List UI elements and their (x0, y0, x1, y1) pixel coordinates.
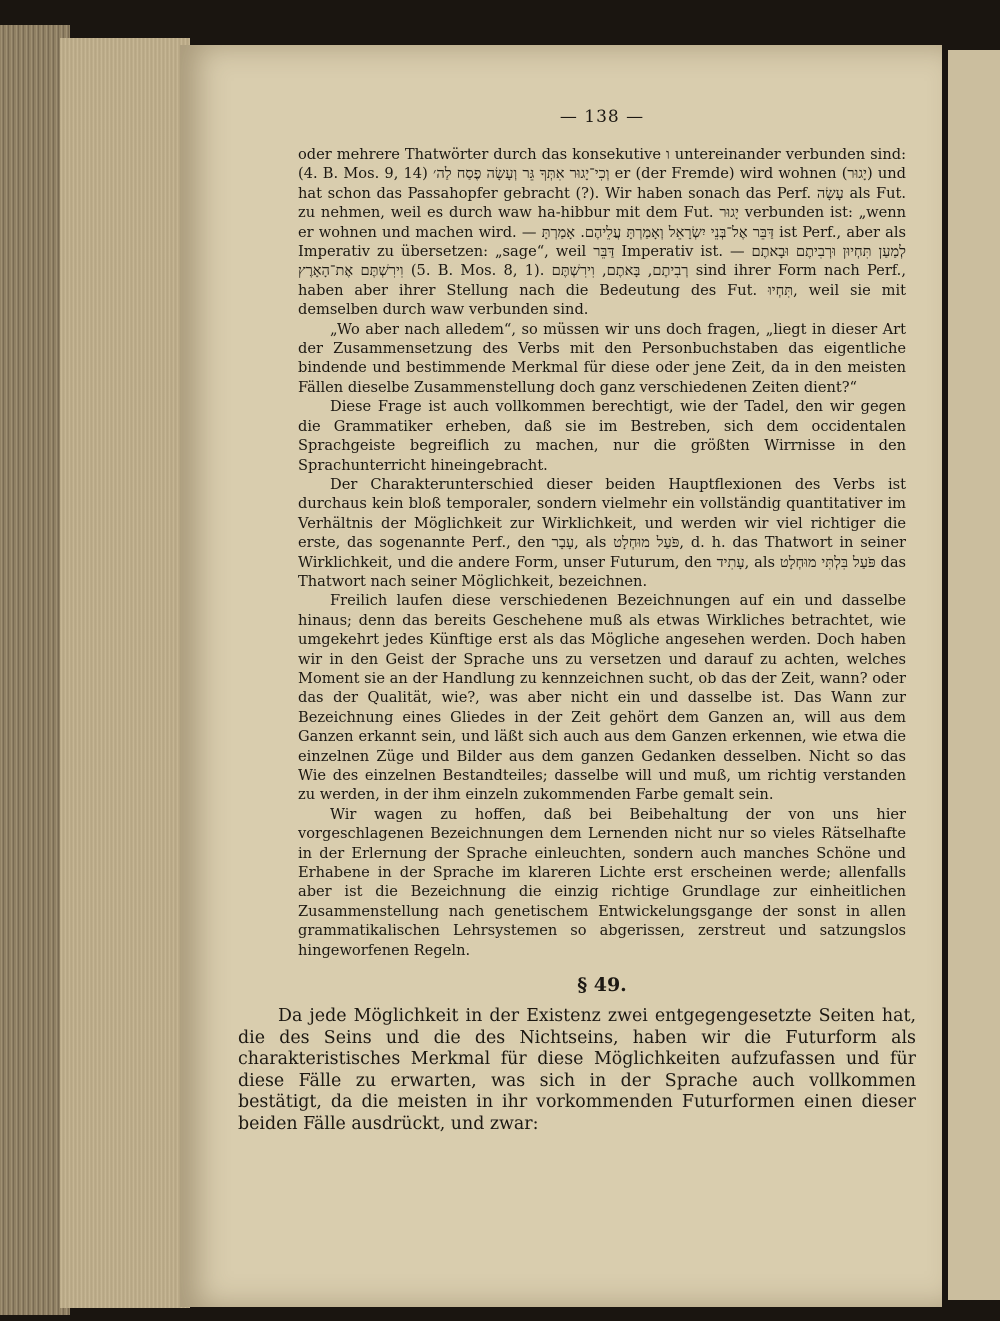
paragraph-5: Freilich laufen diese verschiedenen Bezeichnungen auf ein und dasselbe hinaus; denn das bereits Geschehene muß als etwas Wirkliches betrachtet, wie umgekehrt jedes Künftige erst als das Mögliche angesehen werden. Doch haben wir in den Geist der Sprache uns zu versetzen und darauf zu achten, welches Moment sie an der Handlung zu kennzeichnen sucht, ob das der Zeit, wann? oder das der Qualität, wie?, was aber nicht ein und dasselbe ist. Das Wann zur Bezeichnung eines Gliedes in der Zeit gehört dem Ganzen an, will aus dem Ganzen erkannt sein, und läßt sich auch aus dem Ganzen erkennen, wie etwa die einzelnen Züge und Bilder aus dem ganzen Gedanken desselben. Nicht so das Wie des einzelnen Bestandteiles; dasselbe will und muß, um richtig verstanden zu werden, in der ihm einzeln zukommenden Farbe gemalt sein. (298, 592, 906, 804)
page-text (238, 107, 916, 1136)
paragraph-2: „Wo aber nach alledem“, so müssen wir uns doch fragen, „liegt in dieser Art der Zusammensetzung des Verbs mit den Personbuchstaben das eigentliche bindende und bestimmende Merkmal für diese oder jene Zeit, da in den meisten Fällen dieselbe Zusammenstellung doch ganz verschiedenen Zeiten dient?“ (298, 320, 906, 396)
book-page (180, 45, 942, 1307)
page-number: — 138 — (559, 107, 645, 127)
facing-page (948, 50, 1000, 1300)
book-page-block (60, 38, 190, 1308)
paragraph-4: Der Charakterunterschied dieser beiden Hauptflexionen des Verbs ist durchaus kein bloß temporaler, sondern vielmehr ein vollständig quantitativer im Verhältnis der Möglichkeit zur Wirklichkeit, und werden wir viel richtiger die erste, das sogenannte Perf., den עָבָר, als פֹּעַל מוּחְלָט, d. h. das Thatwort in seiner Wirklichkeit, und die andere Form, unser Futurum, den עָתִיד, als פֹּעַל בִּלְתִּי מוּחְלָט das Thatwort nach seiner Möglichkeit, bezeichnen. (298, 475, 907, 590)
section-paragraph: Da jede Möglichkeit in der Existenz zwei entgegengesetzte Seiten hat, die des Seins und die des Nichtseins, haben wir die Futurform als charakteristisches Merkmal für diese Möglichkeiten aufzufassen und für diese Fälle zu erwarten, was sich in der Sprache auch vollkommen bestätigt, da die meisten in ihr vorkommenden Futurformen einen dieser beiden Fälle ausdrückt, und zwar: (238, 1006, 916, 1135)
section-heading: § 49. (577, 974, 627, 997)
paragraph-1: oder mehrere Thatwörter durch das konsekutive ו untereinander verbunden sind: (4. B. Mos. 9, 14) וְכִי־יָגוּר אִתְּךָ גֵּר וְעָשָׂה פֶסַח לַה׳ er (der Fremde) wird wohnen (יָגוּר) und hat schon das Passahopfer gebracht (?). Wir haben sonach das Perf. עָשָׂה als Fut. zu nehmen, weil es durch waw ha-hibbur mit dem Fut. יָגוּר verbunden ist: „wenn er wohnen und machen wird. — דַּבֵּר אֶל־בְּנֵי יִשְׂרָאֵל וְאָמַרְתָּ עֲלֵיהֶם. אָמַרְתָּ ist Perf., aber als Imperativ zu übersetzen: „sage“, weil דַּבֵּר Imperativ ist. — לְמַעַן תִּחְיוּן וּרְבִיתֶם וּבָאתֶם וִירִשְׁתֶּם אֶת־הָאָרֶץ (5. B. Mos. 8, 1). רְבִיתֶם, בָּאתֶם, וִירִשְׁתֶּם sind ihrer Form nach Perf., haben aber ihrer Stellung nach die Bedeutung des Fut. תִּחְיוּ, weil sie mit demselben durch waw verbunden sind. (298, 146, 907, 319)
paragraph-6: Wir wagen zu hoffen, daß bei Beibehaltung der von uns hier vorgeschlagenen Bezeichnungen dem Lernenden nicht nur so vieles Rätselhafte in der Erlernung der Sprache einleuchten, sondern auch manches Schöne und Erhabene in der Sprache im klareren Lichte erst erscheinen werde; allenfalls aber ist die Bezeichnung die einzig richtige Grundlage zur einheitlichen Zusammenstellung nach genetischem Entwickelungsgange der sonst in allen grammatikalischen Lehrsystemen so abgerissen, zerstreut und satzungslos hingeworfenen Regeln. (298, 805, 906, 959)
paragraph-3: Diese Frage ist auch vollkommen berechtigt, wie der Tadel, den wir gegen die Grammatiker erheben, daß sie im Bestreben, sich dem occidentalen Sprachgeiste begreiflich zu machen, nur die größten Wirrnisse in den Sprachunterricht hineingebracht. (298, 398, 906, 474)
